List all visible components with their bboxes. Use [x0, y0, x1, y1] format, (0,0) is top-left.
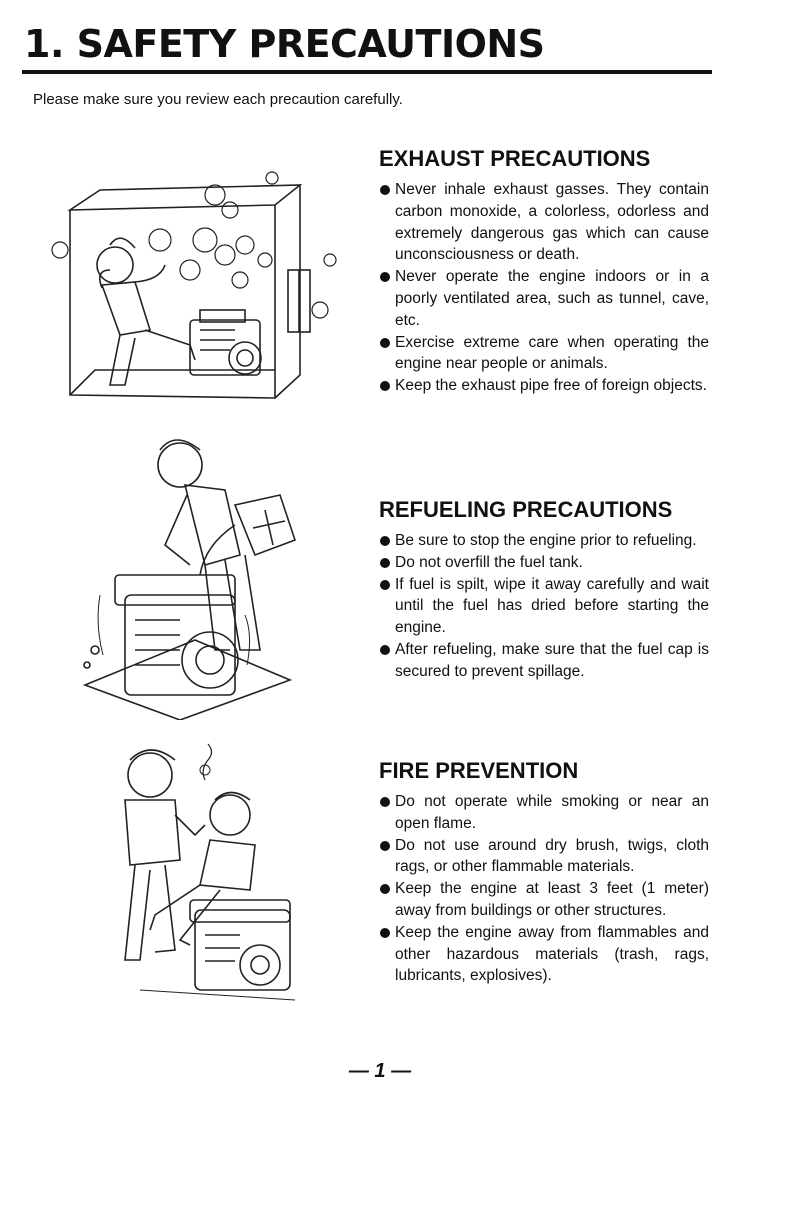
- list-item: Do not use around dry brush, twigs, cloth rags, or other flammable materials.: [379, 835, 709, 879]
- section-refueling: [379, 496, 709, 683]
- bullet-icon: [380, 928, 390, 938]
- bullet-icon: [380, 338, 390, 348]
- refueling-illustration: [75, 425, 305, 720]
- bullet-icon: [380, 797, 390, 807]
- bullet-icon: [380, 558, 390, 568]
- list-item: Be sure to stop the engine prior to refueling.: [379, 530, 709, 552]
- bullet-icon: [380, 381, 390, 391]
- bullet-icon: [380, 645, 390, 655]
- list-item: Keep the exhaust pipe free of foreign objects.: [379, 375, 709, 397]
- bullet-icon: [380, 580, 390, 590]
- bullet-icon: [380, 536, 390, 546]
- list-item: Never operate the engine indoors or in a poorly ventilated area, such as tunnel, cave, etc.: [379, 266, 709, 331]
- smoking-near-engine-illustration: [80, 740, 310, 1010]
- list-item: Keep the engine away from flammables and other hazardous materials (trash, rags, lubricants, explosives).: [379, 922, 709, 987]
- title-underline: [22, 70, 712, 74]
- section-title: EXHAUST PRECAUTIONS: [379, 146, 651, 171]
- list-item: Never inhale exhaust gasses. They contain carbon monoxide, a colorless, odorless and extremely dangerous gas which can cause unconsciousness or death.: [379, 179, 709, 266]
- list-item: Do not operate while smoking or near an open flame.: [379, 791, 709, 835]
- bullet-icon: [380, 272, 390, 282]
- list-item: Do not overfill the fuel tank.: [379, 552, 709, 574]
- list-item: If fuel is spilt, wipe it away carefully and wait until the fuel has dried before starting the engine.: [379, 574, 709, 639]
- bullet-icon: [380, 841, 390, 851]
- exhaust-room-illustration: [40, 170, 350, 415]
- section-fire: [379, 757, 709, 987]
- intro-text: Please make sure you review each precaution carefully.: [33, 91, 403, 108]
- bullet-icon: [380, 884, 390, 894]
- list-item: Keep the engine at least 3 feet (1 meter) away from buildings or other structures.: [379, 878, 709, 922]
- bullet-icon: [380, 185, 390, 195]
- section-title: REFUELING PRECAUTIONS: [379, 497, 673, 522]
- section-title: FIRE PREVENTION: [379, 758, 579, 783]
- section-exhaust: [379, 145, 709, 397]
- list-item: Exercise extreme care when operating the engine near people or animals.: [379, 332, 709, 376]
- page-number: — 1 —: [348, 1060, 412, 1082]
- page-title: 1. SAFETY PRECAUTIONS: [24, 22, 545, 66]
- list-item: After refueling, make sure that the fuel cap is secured to prevent spillage.: [379, 639, 709, 683]
